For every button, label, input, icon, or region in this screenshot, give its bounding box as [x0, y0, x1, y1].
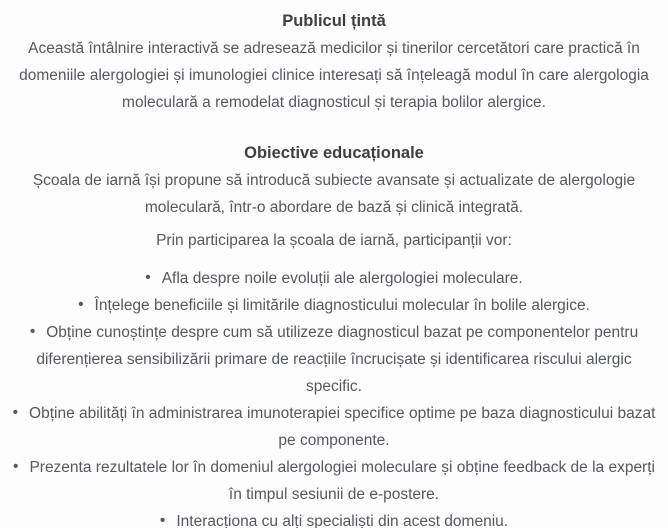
- list-item: [10, 508, 658, 528]
- bullet-icon: •: [12, 404, 19, 421]
- bullet-icon: •: [13, 458, 19, 475]
- list-item: [10, 400, 658, 454]
- bullet-icon: •: [78, 296, 84, 313]
- list-item-text: Afla despre noile evoluții ale alergologiei moleculare.: [161, 270, 523, 287]
- bullet-icon: •: [159, 512, 166, 528]
- list-item: [10, 319, 658, 400]
- educational-objectives-heading: Obiective educaționale: [244, 144, 424, 162]
- bullet-icon: •: [145, 269, 151, 286]
- list-item-text: Înțelege beneficiile și limitările diagnosticului molecular în bolile alergice.: [94, 297, 590, 314]
- list-item-text: Obține abilități în administrarea imunoterapiei specifice optime pe baza diagnosticului bazat pe componente.: [29, 405, 656, 449]
- list-item-text: Prezenta rezultatele lor în domeniul alergologiei moleculare și obține feedback de la experți în timpul sesiunii de e-postere.: [29, 459, 655, 503]
- target-audience-paragraph: Această întâlnire interactivă se adresează medicilor și tinerilor cercetători care practică în domeniile alergologiei și imunologiei clinice interesați să înțeleagă modul în care alergologia moleculară a remodelat diagnosticul și terapia bolilor alergice.: [19, 40, 649, 111]
- target-audience-heading: Publicul țintă: [282, 12, 386, 30]
- objectives-lead-in: Prin participarea la școala de iarnă, participanții vor:: [156, 232, 512, 249]
- list-item: [10, 292, 658, 319]
- list-item: [10, 265, 658, 292]
- bullet-icon: •: [29, 323, 36, 340]
- list-item-text: Obține cunoștințe despre cum să utilizeze diagnosticul bazat pe componentelor pentru diferențierea sensibilizării primare de reacțiile încrucișate și identificarea riscului alergic specific.: [36, 324, 639, 395]
- objectives-intro-paragraph: Școala de iarnă își propune să introducă subiecte avansate și actualizate de alergologie moleculară, într-o abordare de bază și clinică integrată.: [32, 172, 636, 216]
- list-item: [10, 454, 658, 508]
- list-item-text: Interacționa cu alți specialiști din acest domeniu.: [176, 513, 509, 528]
- objectives-list: [10, 265, 658, 528]
